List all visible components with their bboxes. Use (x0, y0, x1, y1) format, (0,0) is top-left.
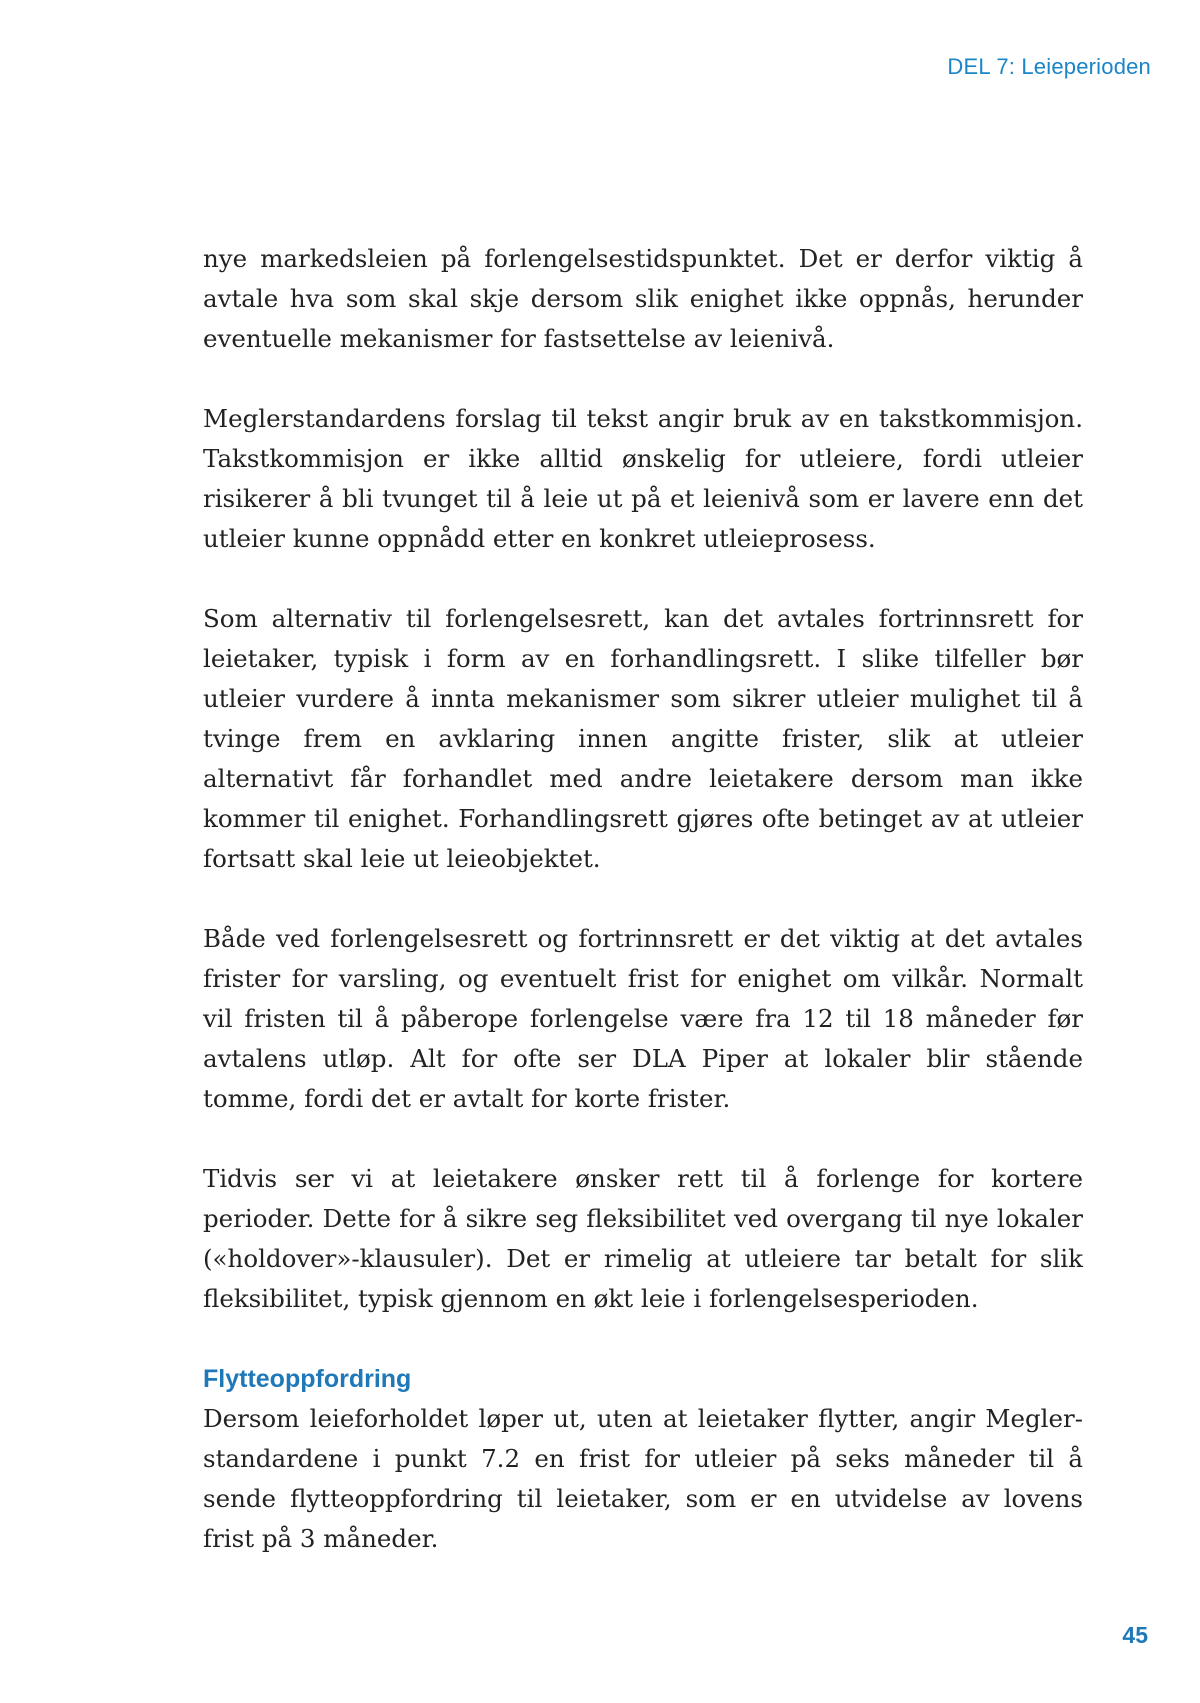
paragraph: Meglerstandardens forslag til tekst angir bruk av en takstkommisjon. Takstkommisjon er ikke alltid ønskelig for utleiere, fordi utleier risikerer å bli tvunget til å leie ut på et leienivå som er lavere enn det utleier kunne oppnådd etter en konkret utleieprosess. (203, 404, 1083, 553)
section-heading: Flytteoppfordring (203, 1365, 412, 1393)
body-text (203, 239, 1083, 1559)
paragraph: Tidvis ser vi at leietakere ønsker rett til å forlenge for kortere perioder. Dette for å sikre seg fleksibilitet ved overgang til nye lokaler («holdover»-klausuler). Det er rimelig at utleiere tar betalt for slik fleksibilitet, typisk gjennom en økt leie i forlengelsesperioden. (203, 1164, 1083, 1313)
paragraph: Både ved forlengelsesrett og fortrinnsrett er det viktig at det avtales frister for varsling, og eventuelt frist for enighet om vilkår. Normalt vil fristen til å påberope forlengelse være fra 12 til 18 måneder før avtalens utløp. Alt for ofte ser DLA Piper at lokaler blir stående tomme, fordi det er avtalt for korte frister. (203, 924, 1083, 1113)
page-number: 45 (1122, 1622, 1148, 1648)
paragraph: Som alternativ til forlengelsesrett, kan det avtales fortrinnsrett for leietaker, typisk i form av en forhandlingsrett. I slike tilfeller bør utleier vurdere å innta mekanismer som sikrer utleier mulighet til å tvinge frem en avklaring innen angitte frister, slik at utleier alternativt får forhandlet med andre leietakere dersom man ikke kommer til enighet. Forhandlingsrett gjøres ofte betinget av at utleier fortsatt skal leie ut leieobjektet. (203, 604, 1083, 873)
paragraph: nye markedsleien på forlengelsestidspunktet. Det er derfor viktig å avtale hva som skal skje dersom slik enighet ikke oppnås, herunder eventuelle mekanismer for fastsettelse av leienivå. (203, 244, 1083, 353)
running-header: DEL 7: Leieperioden (947, 54, 1151, 79)
section-paragraph: Dersom leieforholdet løper ut, uten at leietaker flytter, angir Meglerstandardene i punkt 7.2 en frist for utleier på seks måneder til å sende flytteoppfordring til leietaker, som er en utvidelse av lovens frist på 3 måneder. (203, 1404, 1083, 1553)
